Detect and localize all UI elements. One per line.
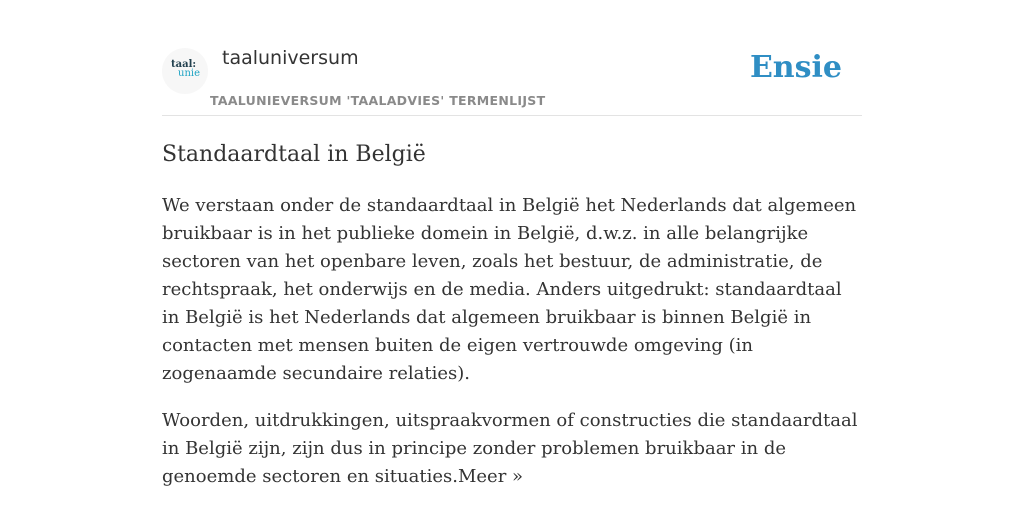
article-paragraph-2 bbox=[162, 407, 862, 491]
source-subtitle: TAALUNIEVERSUM 'TAALADVIES' TERMENLIJST bbox=[210, 93, 546, 108]
taalunie-logo[interactable] bbox=[162, 48, 208, 94]
read-more-link[interactable]: Meer » bbox=[457, 466, 524, 487]
logo-text-top: taal: bbox=[171, 59, 197, 70]
card-header bbox=[162, 36, 862, 116]
article-body bbox=[162, 192, 862, 510]
article-paragraph-1: We verstaan onder de standaardtaal in België het Nederlands dat algemeen bruikbaar is in het publieke domein in België, d.w.z. in alle belangrijke sectoren van het openbare leven, zoals het bestuur, de administratie, de rechtspraak, het onderwijs en de media. Anders uitgedrukt: standaardtaal in België is het Nederlands dat algemeen bruikbaar is binnen België in contacten met mensen buiten de eigen vertrouwde omgeving (in zogenaamde secundaire relaties). bbox=[162, 195, 857, 384]
article-title: Standaardtaal in België bbox=[162, 142, 426, 167]
logo-text-bottom: unie bbox=[178, 68, 200, 79]
ensie-brand-logo[interactable]: Ensie bbox=[749, 50, 842, 85]
definition-card bbox=[162, 36, 862, 487]
source-name-link[interactable]: taaluniversum bbox=[222, 47, 359, 69]
article-paragraph-2-text: Woorden, uitdrukkingen, uitspraakvormen of constructies die standaardtaal in België zijn, zijn dus in principe zonder problemen bruikbaar in de genoemde sectoren en situaties. bbox=[162, 410, 858, 487]
